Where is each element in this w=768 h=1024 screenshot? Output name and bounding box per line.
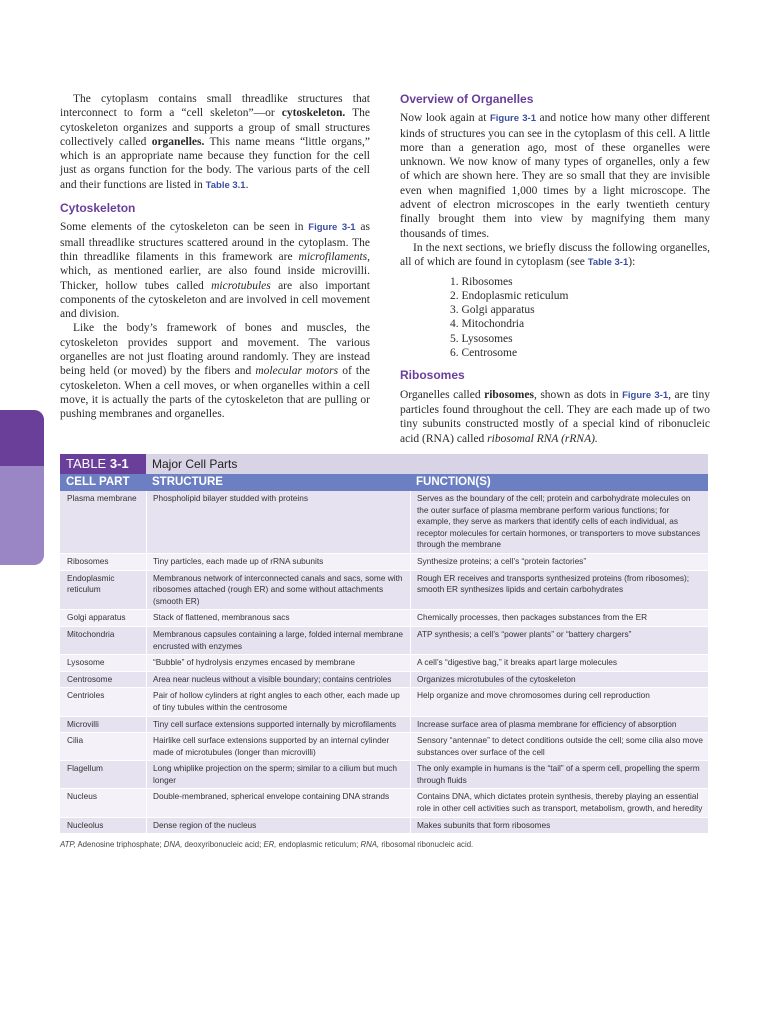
cell-function: Sensory “antennae” to detect conditions outside the cell; some cilia also move substances over surface of the cell	[410, 733, 708, 760]
table-row	[60, 688, 708, 716]
cell-part: Endoplasmic reticulum	[67, 572, 115, 595]
cell-part: Microvilli	[67, 718, 99, 729]
list-item: 3. Golgi apparatus	[450, 304, 535, 317]
cell-function: Serves as the boundary of the cell; protein and carbohydrate molecules on the outer surface of plasma membrane perform various functions; for example, they serve as markers that identify cells of each individual, as receptor molecules for certain hormones, or transporters to move substances through the membrane	[410, 491, 708, 553]
cell-structure: Stack of flattened, membranous sacs	[146, 610, 410, 626]
table-body	[60, 491, 708, 834]
cell-structure: Area near nucleus without a visible boundary; contains centrioles	[146, 672, 410, 688]
cell-function: Chemically processes, then packages substances from the ER	[410, 610, 708, 626]
list-item: 6. Centrosome	[450, 347, 518, 360]
cell-function: Rough ER receives and transports synthesized proteins (from ribosomes); smooth ER synthesizes lipids and certain carbohydrates	[410, 571, 708, 610]
cell-part: Mitochondria	[67, 628, 115, 639]
column-header-structure: STRUCTURE	[152, 476, 223, 488]
cell-structure: Phospholipid bilayer studded with proteins	[146, 491, 410, 553]
cell-part: Golgi apparatus	[67, 612, 126, 623]
paragraph: Organelles called ribosomes, shown as dots in Figure 3-1, are tiny particles found throughout the cell. They are each made up of two tiny subunits constructed mostly of a special kind of ribonucleic acid (RNA) called ribosomal RNA (rRNA).	[400, 388, 710, 445]
table-row	[60, 554, 708, 571]
cell-function: A cell’s “digestive bag,” it breaks apart large molecules	[410, 655, 708, 671]
table-row	[60, 818, 708, 835]
cell-part: Centrosome	[67, 673, 113, 684]
cell-structure: Double-membraned, spherical envelope containing DNA strands	[146, 789, 410, 816]
cell-function: ATP synthesis; a cell’s “power plants” or “battery chargers”	[410, 627, 708, 654]
paragraph: Like the body’s framework of bones and muscles, the cytoskeleton provides support and movement. The various organelles are not just floating around randomly. They are instead being held (or moved) by the fibers and molecular motors of the cytoskeleton. When a cell moves, or when organelles within a cell move, it is actually the parts of the cytoskeleton that are pulling or pushing membranes and organelles.	[60, 322, 370, 421]
cell-function: Synthesize proteins; a cell’s “protein factories”	[410, 554, 708, 570]
cell-part: Ribosomes	[67, 555, 109, 566]
table-row	[60, 491, 708, 554]
cell-part: Nucleus	[67, 791, 97, 802]
cell-function: Increase surface area of plasma membrane for efficiency of absorption	[410, 717, 708, 733]
cell-structure: Tiny particles, each made up of rRNA subunits	[146, 554, 410, 570]
table-label-prefix: TABLE	[66, 456, 110, 471]
cell-function: Help organize and move chromosomes during cell reproduction	[410, 688, 708, 715]
list-item: 1. Ribosomes	[450, 275, 513, 288]
column-header-cell-part: CELL PART	[66, 476, 130, 488]
table-label-number: 3-1	[109, 456, 129, 471]
paragraph: Now look again at Figure 3-1 and notice how many other different kinds of structures you can see in the cytoplasm of this cell. A little more than a generation ago, most of these organelles were unknown. We now know of many types of organelles, only a few of which are shown here. They are so small that they are invisible even when magnified 1,000 times by a light microscope. The advent of electron microscopes in the early twentieth century finally brought them into view by magnifying them many thousands of times.	[400, 112, 710, 240]
cell-structure: “Bubble” of hydrolysis enzymes encased by membrane	[146, 655, 410, 671]
cell-part: Plasma membrane	[67, 493, 137, 503]
cell-structure: Hairlike cell surface extensions supported by an internal cylinder made of microtubules (longer than microvilli)	[146, 733, 410, 760]
table-row	[60, 789, 708, 817]
cell-function: Makes subunits that form ribosomes	[410, 818, 708, 834]
list-item: 5. Lysosomes	[450, 332, 513, 345]
cell-part: Cilia	[67, 735, 84, 746]
section-heading-ribosomes: Ribosomes	[400, 368, 465, 383]
table-row	[60, 655, 708, 672]
chapter-tab-accent	[0, 410, 44, 466]
cell-structure: Membranous network of interconnected canals and sacs, some with ribosomes attached (rough ER) and some without attachments (smooth ER)	[146, 571, 410, 610]
table-row	[60, 761, 708, 789]
cell-structure: Tiny cell surface extensions supported internally by microfilaments	[146, 717, 410, 733]
table-title: Major Cell Parts	[152, 457, 238, 471]
cell-structure: Long whiplike projection on the sperm; similar to a cilium but much longer	[146, 761, 410, 788]
cell-structure: Pair of hollow cylinders at right angles to each other, each made up of tiny tubules within the centrosome	[146, 688, 410, 715]
table-footnote: ATP, Adenosine triphosphate; DNA, deoxyribonucleic acid; ER, endoplasmic reticulum; RNA, ribosomal ribonucleic acid.	[60, 840, 474, 850]
section-heading-overview: Overview of Organelles	[400, 92, 534, 106]
table-row	[60, 717, 708, 734]
column-header-functions: FUNCTION(S)	[416, 476, 491, 488]
table-header-row	[60, 474, 708, 491]
table-number	[60, 454, 146, 474]
table-row	[60, 627, 708, 655]
cell-part: Lysosome	[67, 657, 105, 668]
right-column	[400, 92, 710, 446]
table-row	[60, 733, 708, 761]
cell-part: Flagellum	[67, 763, 103, 774]
cell-function: The only example in humans is the “tail” of a sperm cell, propelling the sperm through fluids	[410, 761, 708, 788]
cell-structure: Dense region of the nucleus	[146, 818, 410, 834]
cell-structure: Membranous capsules containing a large, folded internal membrane encrusted with enzymes	[146, 627, 410, 654]
left-column	[60, 92, 370, 422]
list-item: 2. Endoplasmic reticulum	[450, 289, 569, 302]
cell-function: Contains DNA, which dictates protein synthesis, thereby playing an essential role in other cell activities such as transport, metabolism, growth, and heredity	[410, 789, 708, 816]
major-cell-parts-table	[60, 454, 708, 849]
cell-function: Organizes microtubules of the cytoskeleton	[410, 672, 708, 688]
cell-part: Centrioles	[67, 690, 105, 701]
organelle-list	[400, 275, 710, 361]
table-row	[60, 610, 708, 627]
paragraph: Some elements of the cytoskeleton can be seen in Figure 3-1 as small threadlike structures scattered around in the cytoplasm. The thin threadlike filaments in this framework are microfilaments, which, as mentioned earlier, are also found inside microvilli. Thicker, hollow tubes called microtubules are also important components of the cytoskeleton and are involved in cell movement and division.	[60, 221, 370, 321]
cell-part: Nucleolus	[67, 819, 104, 830]
section-heading-cytoskeleton: Cytoskeleton	[60, 201, 136, 216]
table-row	[60, 571, 708, 611]
table-title-bar	[60, 454, 708, 474]
table-row	[60, 672, 708, 689]
list-item: 4. Mitochondria	[450, 318, 525, 331]
paragraph: In the next sections, we briefly discuss the following organelles, all of which are found in cytoplasm (see Table 3-1):	[400, 241, 710, 269]
paragraph: The cytoplasm contains small threadlike structures that interconnect to form a “cell skeleton”—or cytoskeleton. The cytoskeleton organizes and supports a group of small structures collectively called organelles. This name means “little organs,” which is an appropriate name because they function for the cell just as organs function for the body. The various parts of the cell and their functions are listed in Table 3.1.	[60, 93, 370, 191]
